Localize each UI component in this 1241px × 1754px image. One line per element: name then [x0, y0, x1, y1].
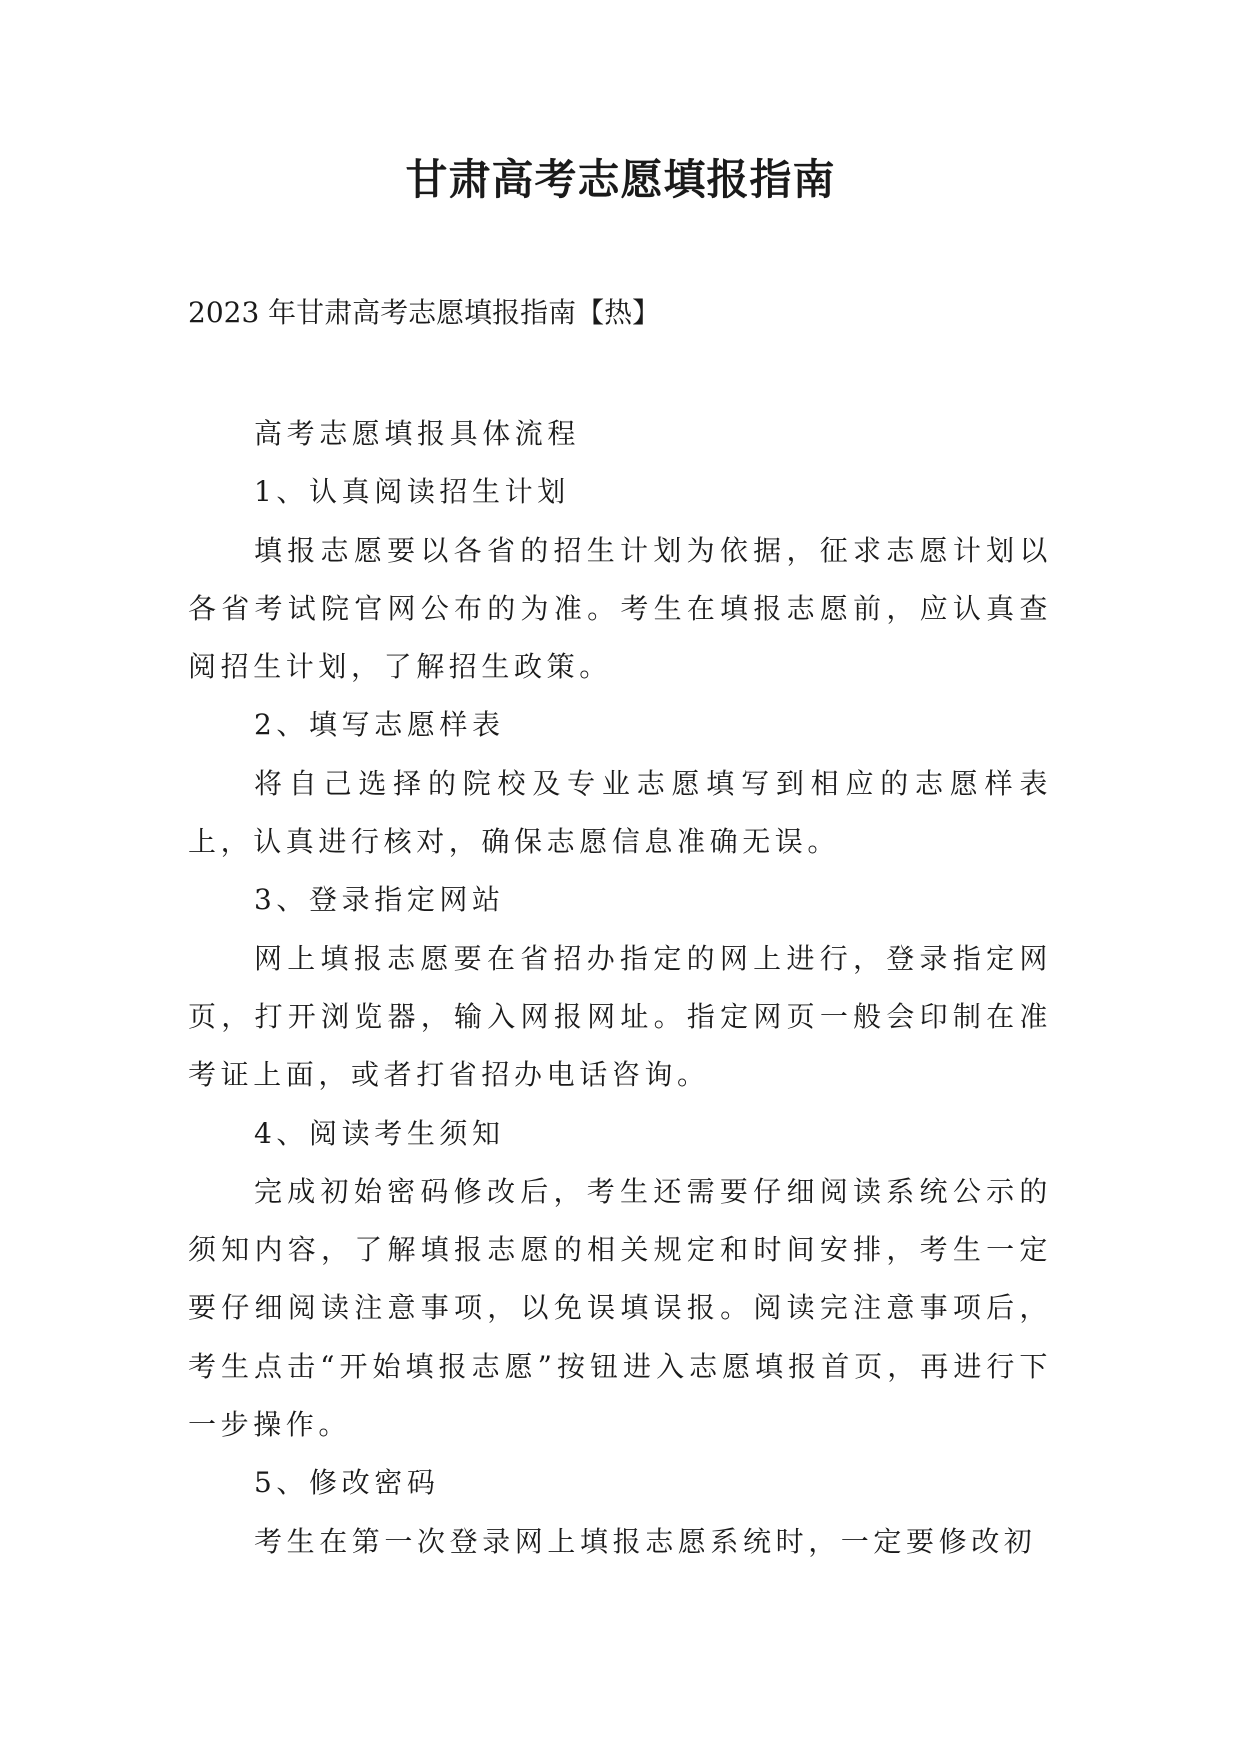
step-heading: 5、修改密码: [254, 1466, 440, 1500]
step-heading: 2、填写志愿样表: [254, 708, 505, 742]
document-subtitle: 2023 年甘肃高考志愿填报指南【热】: [188, 296, 661, 329]
body-paragraph: 网上填报志愿要在省招办指定的网上进行，登录指定网页，打开浏览器，输入网报网址。指定网页一般会印制在准考证上面，或者打省招办电话咨询。: [188, 941, 1052, 1092]
body-paragraph: 填报志愿要以各省的招生计划为依据，征求志愿计划以各省考试院官网公布的为准。考生在填报志愿前，应认真查阅招生计划，了解招生政策。: [188, 533, 1052, 684]
step-heading: 1、认真阅读招生计划: [254, 475, 570, 509]
body-paragraph: 考生在第一次登录网上填报志愿系统时，一定要修改初: [254, 1524, 1037, 1558]
step-heading: 3、登录指定网站: [254, 883, 505, 917]
document-body: [188, 405, 1052, 1571]
document-title: 甘肃高考志愿填报指南: [405, 155, 836, 204]
step-heading: 4、阅读考生须知: [254, 1116, 505, 1150]
section-heading: 高考志愿填报具体流程: [254, 417, 581, 450]
body-paragraph: 将自己选择的院校及专业志愿填写到相应的志愿样表上，认真进行核对，确保志愿信息准确无误。: [188, 766, 1052, 859]
body-paragraph: 完成初始密码修改后，考生还需要仔细阅读系统公示的须知内容，了解填报志愿的相关规定和时间安排，考生一定要仔细阅读注意事项，以免误填误报。阅读完注意事项后，考生点击“开始填报志愿”按钮进入志愿填报首页，再进行下一步操作。: [188, 1174, 1052, 1442]
